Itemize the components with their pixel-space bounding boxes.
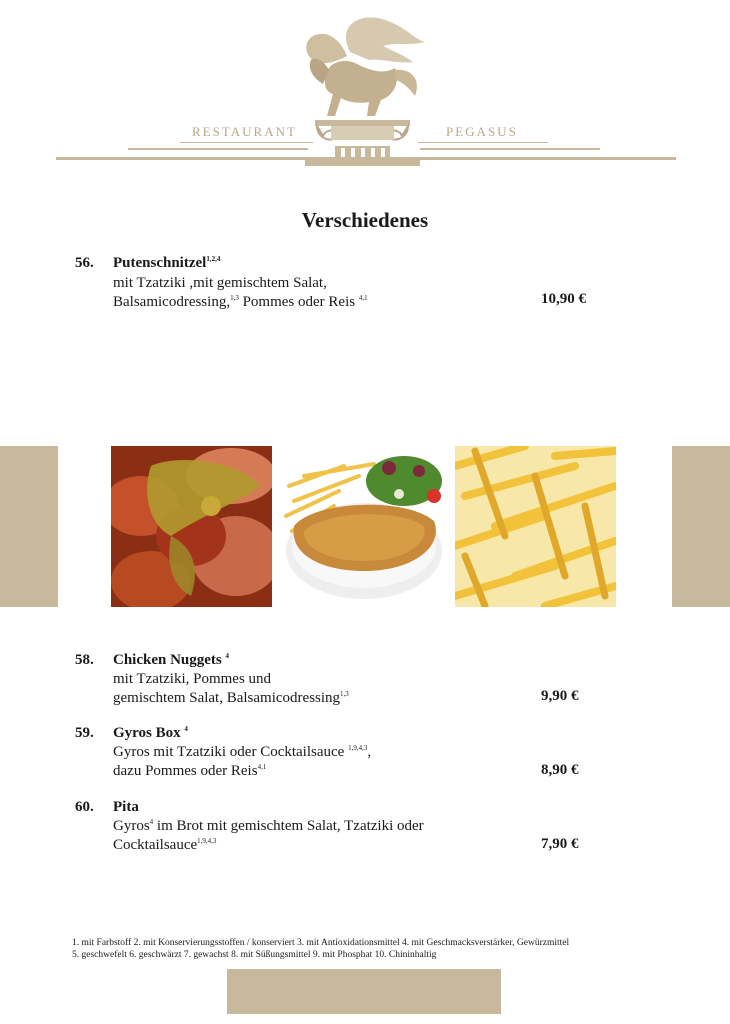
footnote-line: 5. geschwefelt 6. geschwärzt 7. gewachst 8. mit Süßungsmittel 9. mit Phosphat 10. Chininhaltig [72, 950, 437, 960]
item-name: Pita [113, 799, 139, 815]
divider-line [56, 157, 676, 160]
brand-pegasus: PEGASUS [446, 124, 518, 139]
item-description: mit Tzatziki, Pommes und gemischtem Salat, Balsamicodressing$^{1,3}$ [113, 671, 349, 706]
brand-restaurant: RESTAURANT [192, 124, 297, 139]
item-name: Gyros Box $^4$ [113, 725, 188, 741]
item-name: Chicken Nuggets $^4$ [113, 652, 230, 668]
currywurst-photo [111, 446, 272, 607]
item-description: Gyros$^4$ im Brot mit gemischtem Salat, Tzatziki oder Cocktailsauce$^{1,9,4,3}$ [113, 818, 424, 853]
divider-line [180, 142, 313, 143]
pegasus-column-logo-icon [295, 12, 430, 172]
divider-line [420, 148, 600, 150]
item-number: 59. [75, 725, 94, 741]
schnitzel-fries-salad-photo [284, 446, 443, 607]
item-price: 8,90 € [541, 762, 579, 778]
item-price: 7,90 € [541, 836, 579, 852]
allergen-footnotes [72, 937, 569, 961]
side-decor-block [0, 446, 58, 607]
section-title: Verschiedenes [301, 208, 429, 232]
footer-decor-block [227, 969, 501, 1014]
item-price: 10,90 € [541, 291, 586, 307]
side-decor-block [672, 446, 730, 607]
item-description: mit Tzatziki ,mit gemischtem Salat, Balsamicodressing,$^{1,3}$ Pommes oder Reis $^{4,1}$ [113, 275, 368, 310]
item-name: Putenschnitzel$^{1,2,4}$ [113, 255, 221, 271]
item-number: 60. [75, 799, 94, 815]
item-number: 56. [75, 255, 94, 271]
item-number: 58. [75, 652, 94, 668]
footnote-line: 1. mit Farbstoff 2. mit Konservierungsstoffen / konserviert 3. mit Antioxidationsmittel 4. mit Geschmacksverstärker, Gewürzmittel [72, 938, 570, 948]
divider-line [418, 142, 548, 143]
divider-line [128, 148, 308, 150]
item-description: Gyros mit Tzatziki oder Cocktailsauce $^{1,9,4,3}$, dazu Pommes oder Reis$^{4,1}$ [113, 744, 372, 779]
item-price: 9,90 € [541, 688, 579, 704]
french-fries-photo [455, 446, 616, 607]
